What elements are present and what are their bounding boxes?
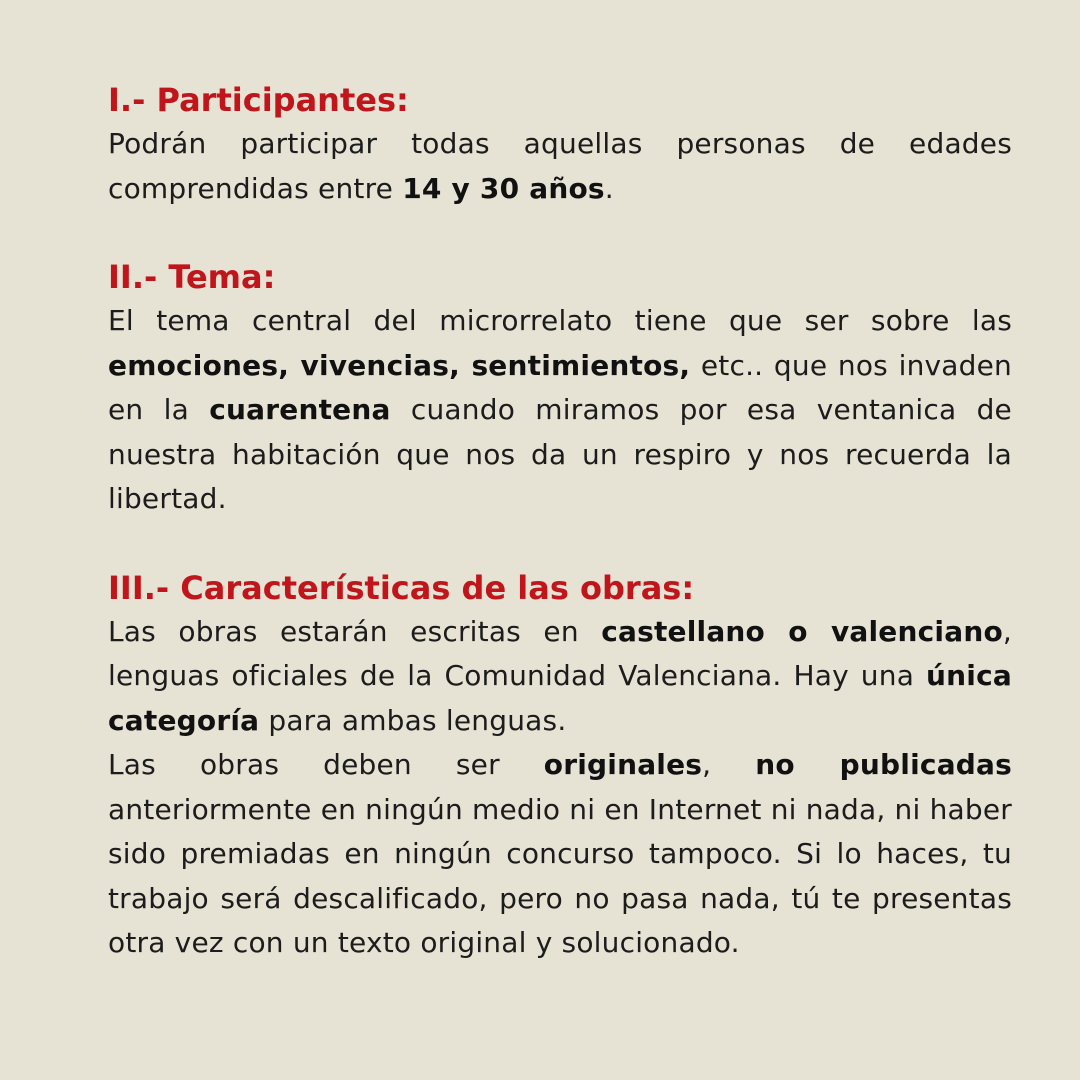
text-run: , lenguas oficiales de la Comunidad Valenciana. Hay una: [108, 614, 1012, 692]
section-title-tema: II.- Tema:: [108, 258, 276, 296]
bold-text-run: emociones, vivencias, sentimientos,: [108, 348, 691, 382]
bold-text-run: cuarentena: [209, 393, 391, 426]
section-title-caracteristicas: III.- Características de las obras:: [108, 568, 695, 607]
text-run: Podrán participar todas aquellas personas de edades comprendidas entre: [108, 127, 1012, 205]
section-paragraph: [108, 743, 1012, 966]
section-spacer: [108, 522, 1012, 566]
text-run: anteriormente en ningún medio ni en Internet ni nada, ni haber sido premiadas en ningún concurso tampoco. Si lo haces, tu trabajo será descalificado, pero no pasa nada, tú te presentas otra vez con un texto original y solucionado.: [108, 792, 1012, 959]
bold-text-run: originales: [543, 748, 703, 781]
bold-text-run: 14 y 30 años: [402, 171, 605, 205]
text-run: Las obras deben ser: [108, 748, 544, 781]
section-title-participantes: I.- Participantes:: [108, 81, 409, 119]
text-run: cuando miramos por esa ventanica de nuestra habitación que nos da un respiro y nos recuerda la libertad.: [108, 393, 1012, 515]
bold-text-run: única categoría: [108, 659, 1012, 737]
document-body: [108, 78, 1012, 966]
bold-text-run: no publicadas: [755, 748, 1012, 781]
text-run: El tema central del microrrelato tiene que ser sobre las: [108, 304, 1012, 337]
text-run: Las obras estarán escritas en: [108, 614, 602, 648]
text-run: .: [604, 171, 614, 205]
section-spacer: [108, 211, 1012, 255]
section-paragraph: [108, 299, 1012, 522]
text-run: etc.. que nos invaden en la: [108, 348, 1012, 426]
section-paragraph: [108, 122, 1012, 211]
bold-text-run: castellano o valenciano: [601, 614, 1003, 648]
section-paragraph: [108, 610, 1012, 744]
text-run: ,: [702, 748, 756, 781]
text-run: para ambas lenguas.: [259, 703, 567, 737]
